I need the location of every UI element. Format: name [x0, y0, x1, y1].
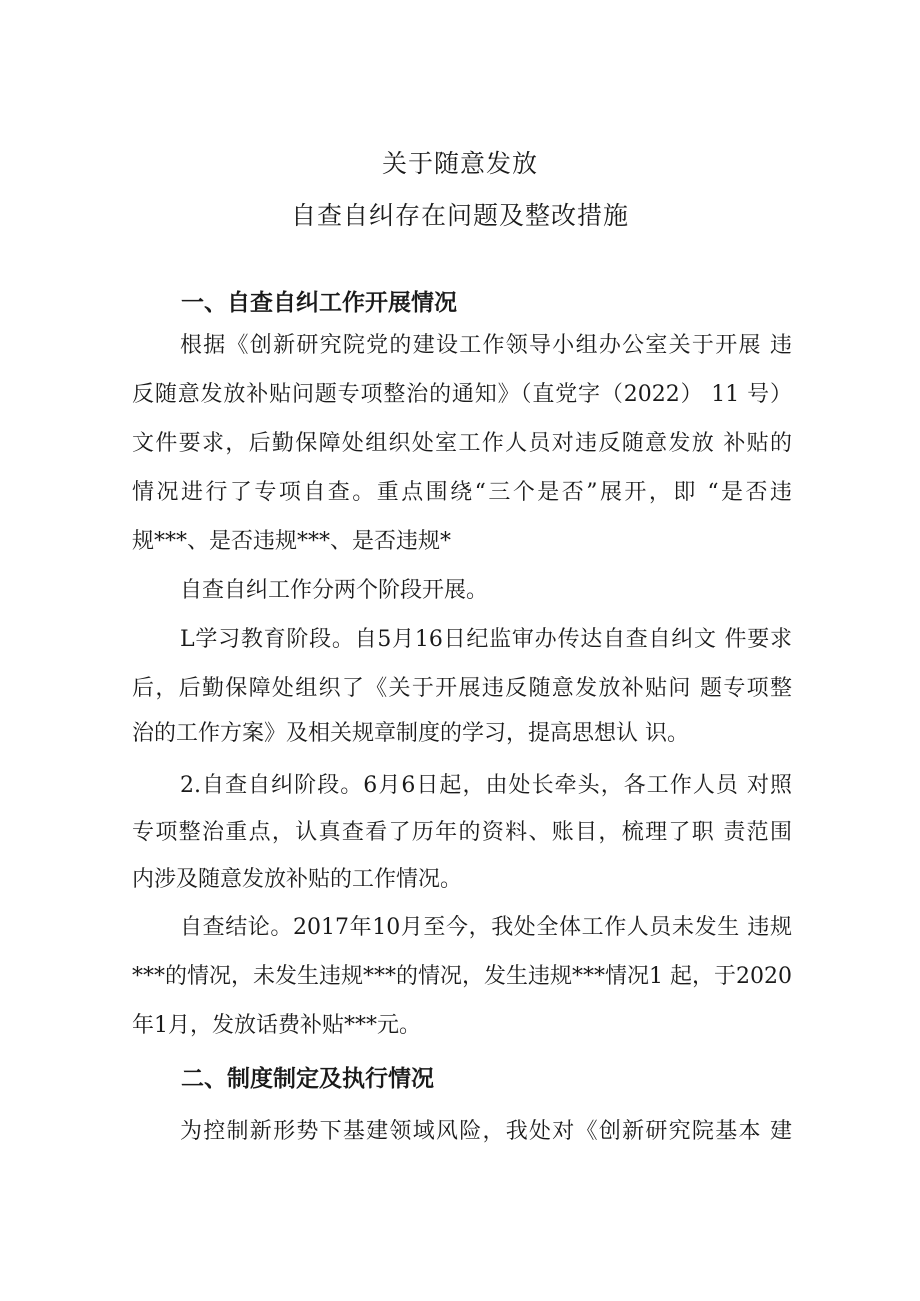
paragraph-line: 2.自查自纠阶段。6月6日起，由处长牵头，各工作人员 对照 [180, 773, 792, 798]
document-title-line-2: 自查自纠存在问题及整改措施 [290, 201, 629, 230]
paragraph-line: L学习教育阶段。自5月16日纪监审办传达自查自纠文 件要求 [180, 627, 792, 652]
paragraph-line: 内涉及随意发放补贴的工作情况。 [132, 867, 463, 892]
paragraph-line: 根据《创新研究院党的建设工作领导小组办公室关于开展 违 [180, 333, 792, 358]
paragraph-line: 情况进行了专项自查。重点围绕“三个是否”展开，即 “是否违 [132, 480, 792, 505]
section-heading-2: 二、制度制定及执行情况 [181, 1066, 434, 1092]
paragraph-line: 专项整治重点，认真查看了历年的资料、账目，梳理了职 责范围 [132, 820, 792, 845]
paragraph-line: 治的工作方案》及相关规章制度的学习，提高思想认 识。 [132, 721, 689, 746]
paragraph-line: 文件要求，后勤保障处组织处室工作人员对违反随意发放 补贴的 [132, 431, 792, 456]
section-heading-1: 一、自查自纠工作开展情况 [181, 290, 457, 316]
paragraph-line: 年1月，发放话费补贴***元。 [132, 1013, 421, 1038]
paragraph-line: 后，后勤保障处组织了《关于开展违反随意发放补贴问 题专项整 [132, 676, 792, 701]
paragraph-line: 自查结论。2017年10月至今，我处全体工作人员未发生 违规 [180, 915, 792, 940]
paragraph-line: 反随意发放补贴问题专项整治的通知》（直党字（2022） 11 号） [132, 382, 792, 407]
paragraph-line: 规***、是否违规***、是否违规* [132, 529, 452, 554]
paragraph-line: ***的情况，未发生违规***的情况，发生违规***情况1 起，于2020 [132, 964, 792, 989]
document-title-line-1: 关于随意发放 [381, 149, 538, 178]
paragraph-line: 自查自纠工作分两个阶段开展。 [180, 578, 489, 603]
paragraph-line: 为控制新形势下基建领域风险，我处对《创新研究院基本 建 [180, 1119, 792, 1144]
